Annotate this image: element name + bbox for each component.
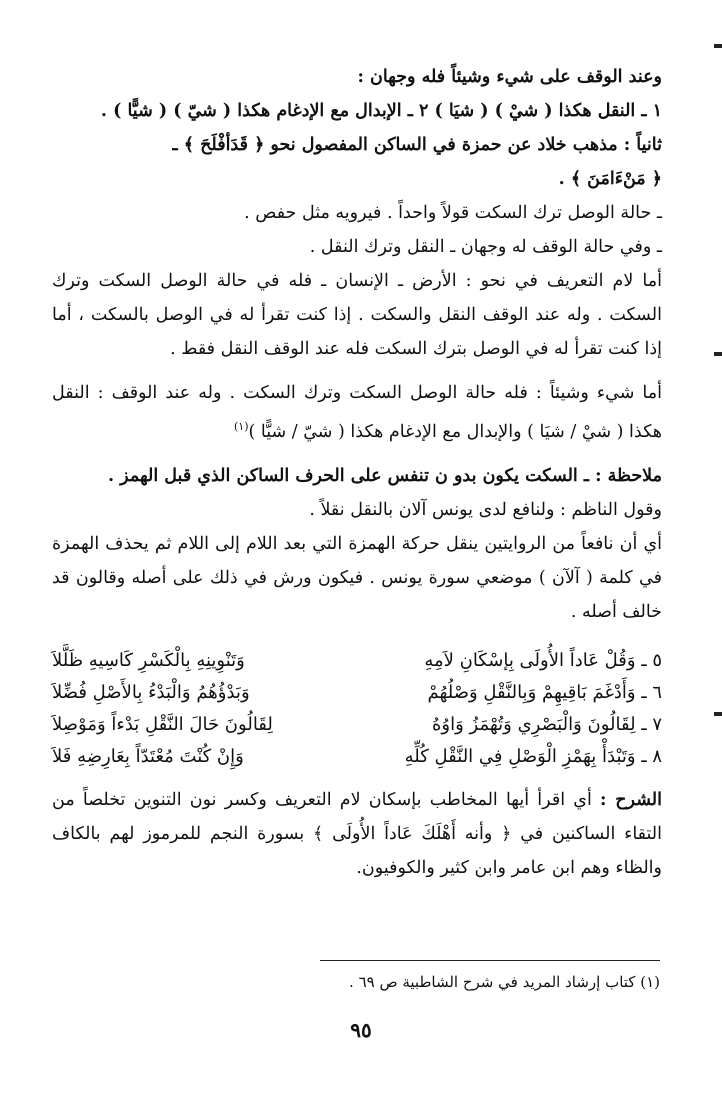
text-line: ـ حالة الوصل ترك السكت قولاً واحداً . فيرويه مثل حفص . (244, 203, 662, 223)
verse-second-hemistich: وَبَدْؤُهُمُ وَالْبَدْءُ بِالأَصْلِ فُضِّلاَ (52, 681, 250, 703)
verse-second-hemistich: وَتَنْوِينِهِ بِالْكَسْرِ كَاسِيهِ ظَلَّلاَ (52, 649, 245, 671)
margin-mark (714, 712, 722, 716)
margin-mark (714, 44, 722, 48)
poem-verse (52, 709, 662, 741)
margin-mark (714, 352, 722, 356)
text-line: ١ ـ النقل هكذا ( شيْ ) ( شيَا ) ٢ ـ الإبدال مع الإدغام هكذا ( شيّ ) ( شيًّا ) . (100, 101, 662, 121)
verse-first-hemistich: ٥ ـ وَقُلْ عَاداً الأُولَى بِإسْكَانِ لاَمِهِ (424, 649, 662, 671)
commentary (52, 783, 662, 885)
commentary-text: أي اقرأ أيها المخاطب بإسكان لام التعريف وكسر نون التنوين تخلصاً من التقاء الساكنين في ﴿ وأنه أَهْلَكَ عَاداً الأُولَى ﴾ بسورة النجم للمرموز لهم بالكاف والظاء وهم ابن عامر وابن كثير والكوفيون. (52, 789, 662, 878)
paragraph: أما لام التعريف في نحو : الأرض ـ الإنسان ـ فله في حالة الوصل السكت وترك السكت . وله عند الوقف النقل والسكت . إذا كنت تقرأ له في الوصل بالسكت ، أما إذا كنت تقرأ له في الوصل بترك السكت فله عند الوقف النقل فقط . (52, 271, 662, 359)
text-line: ثانياً : مذهب خلاد عن حمزة في الساكن المفصول نحو ﴿ قَدَأفْلَحَ ﴾ ـ (172, 135, 662, 155)
text-line: وقول الناظم : ولنافع لدى يونس آلان بالنقل نقلاً . (309, 499, 662, 520)
paragraph-text: أما شيء وشيئاً : فله حالة الوصل السكت وترك السكت . وله عند الوقف : النقل هكذا ( شيْ / شيَا ) والإبدال مع الإدغام هكذا ( شيّ / شيًّا ) (52, 383, 662, 442)
main-text (52, 60, 662, 885)
footnote-ref: (١) (234, 420, 249, 433)
verse-first-hemistich: ٨ ـ وَتَبْدَأْ بِهَمْزِ الْوَصْلِ فِي النَّقْلِ كُلِّهِ (404, 745, 662, 767)
text-line: وعند الوقف على شيء وشيئاً فله وجهان : (357, 67, 662, 87)
text-line: ﴿ مَنْءَامَنَ ﴾ . (558, 169, 662, 189)
paragraph (52, 376, 662, 449)
poem-verse (52, 677, 662, 709)
verse-first-hemistich: ٦ ـ وَأَدْغَمَ بَاقِيهِمْ وَبِالنَّقْلِ وَصْلُهُمْ (427, 681, 662, 703)
page-number: ٩٥ (350, 1018, 372, 1042)
footnote: (١) كتاب إرشاد المريد في شرح الشاطبية ص ٦٩ . (349, 973, 660, 991)
note-line: ملاحظة : ـ السكت يكون بدو ن تنفس على الحرف الساكن الذي قبل الهمز . (107, 465, 662, 486)
verse-first-hemistich: ٧ ـ لِقَالُونَ وَالْبَصْرِي وَتُهْمَزُ وَاوُهُ (431, 713, 662, 735)
verse-second-hemistich: وَإِنْ كُنْتَ مُعْتَدّاً بِعَارِضِهِ فَلاَ (52, 745, 244, 767)
commentary-label: الشرح : (600, 789, 663, 810)
verse-second-hemistich: لِقَالُونَ حَالَ النَّقْلِ بَدْءاً وَمَوْصِلاَ (52, 713, 273, 735)
poem-verse (52, 741, 662, 773)
footnote-divider (320, 960, 660, 961)
poem-verse (52, 645, 662, 677)
text-line: ـ وفي حالة الوقف له وجهان ـ النقل وترك النقل . (309, 237, 662, 257)
poem (52, 645, 662, 773)
paragraph: أي أن نافعاً من الروايتين ينقل حركة الهمزة التي بعد اللام إلى اللام ثم يحذف الهمزة في كلمة ( آلآن ) موضعي سورة يونس . فيكون ورش في ذلك على أصله وقالون قد خالف أصله . (52, 533, 662, 622)
